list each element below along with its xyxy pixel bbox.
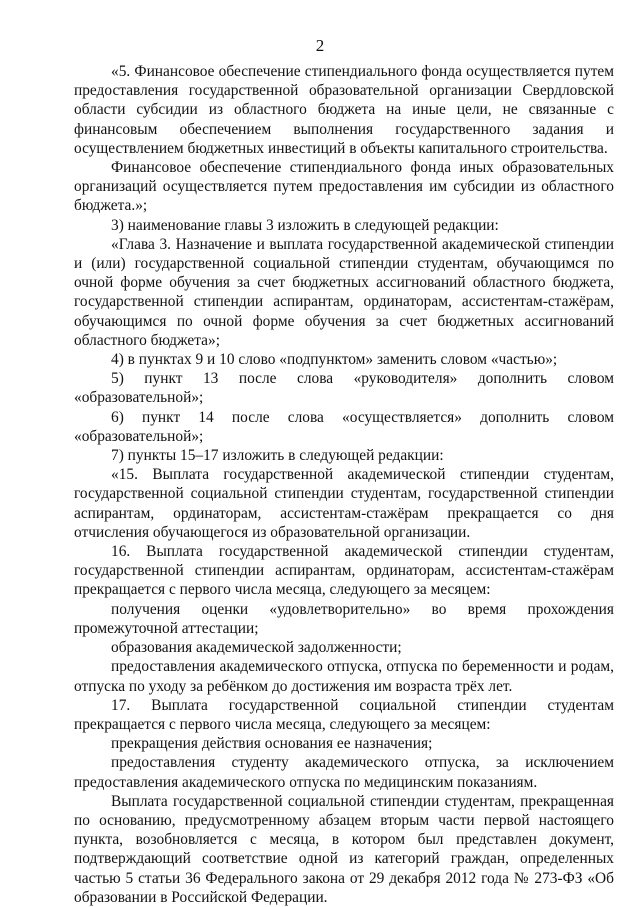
chapter-3-title-paragraph: «Глава 3. Назначение и выплата государственной академической стипендии и (или) государственной социальной стипендии студентам, обучающимся по очной форме обучения за счет бюджетных ассигнований областного бюджета, государственной стипендии аспирантам, ординаторам, ассистентам-стажёрам, обучающимся по очной форме обучения за счет бюджетных ассигнований областного бюджета»; xyxy=(74,235,614,349)
document-body xyxy=(74,62,614,907)
point-15-paragraph: «15. Выплата государственной академической стипендии студентам, государственной социальной стипендии студентам, государственной стипендии аспирантам, ординаторам, ассистентам-стажёрам прекращается со дня отчисления обучающегося из образовательной организации. xyxy=(74,466,614,541)
point-17-condition-1: прекращения действия основания ее назначения; xyxy=(111,735,433,753)
paragraph-financial-support: «5. Финансовое обеспечение стипендиального фонда осуществляется путем предоставления государственной образовательной организации Свердловской области субсидии из областного бюджета на иные цели, не связанные с финансовым обеспечением выполнения государственного задания и осуществлением бюджетных инвестиций в объекты капитального строительства. xyxy=(74,63,614,157)
list-item-5: 5) пункт 13 после слова «руководителя» дополнить словом «образовательной»; xyxy=(74,370,614,407)
page-number: 2 xyxy=(315,36,325,55)
point-16-condition-1: получения оценки «удовлетворительно» во время прохождения промежуточной аттестации; xyxy=(74,600,614,637)
point-16-paragraph: 16. Выплата государственной академической стипендии студентам, государственной стипендии аспирантам, ординаторам, ассистентам-стажёрам прекращается с первого числа месяца, следующего за месяцем: xyxy=(74,543,614,599)
list-item-6: 6) пункт 14 после слова «осуществляется» дополнить словом «образовательной»; xyxy=(74,408,614,445)
list-item-4: 4) в пунктах 9 и 10 слово «подпунктом» заменить словом «частью»; xyxy=(111,351,558,369)
point-17-paragraph: 17. Выплата государственной социальной стипендии студентам прекращается с первого числа месяца, следующего за месяцем: xyxy=(74,696,614,733)
paragraph-other-organizations: Финансовое обеспечение стипендиального фонда иных образовательных организаций осуществляется путем предоставления им субсидии из областного бюджета.»; xyxy=(74,159,614,215)
point-16-condition-3: предоставления академического отпуска, отпуска по беременности и родам, отпуска по уходу за ребёнком до достижения им возраста трёх лет. xyxy=(74,658,614,695)
list-item-7: 7) пункты 15–17 изложить в следующей редакции: xyxy=(111,447,444,465)
point-16-condition-2: образования академической задолженности; xyxy=(111,639,402,657)
point-17-condition-2: предоставления студенту академического отпуска, за исключением предоставления академического отпуска по медицинским показаниям. xyxy=(74,754,614,791)
list-item-3: 3) наименование главы 3 изложить в следующей редакции: xyxy=(111,216,499,234)
resumption-paragraph: Выплата государственной социальной стипендии студентам, прекращенная по основанию, предусмотренному абзацем вторым части первой настоящего пункта, возобновляется с месяца, в котором был представлен документ, подтверждающий соответствие одной из категорий граждан, определенных частью 5 статьи 36 Федерального закона от 29 декабря 2012 года № 273-ФЗ «Об образовании в Российской Федерации. xyxy=(74,792,614,906)
